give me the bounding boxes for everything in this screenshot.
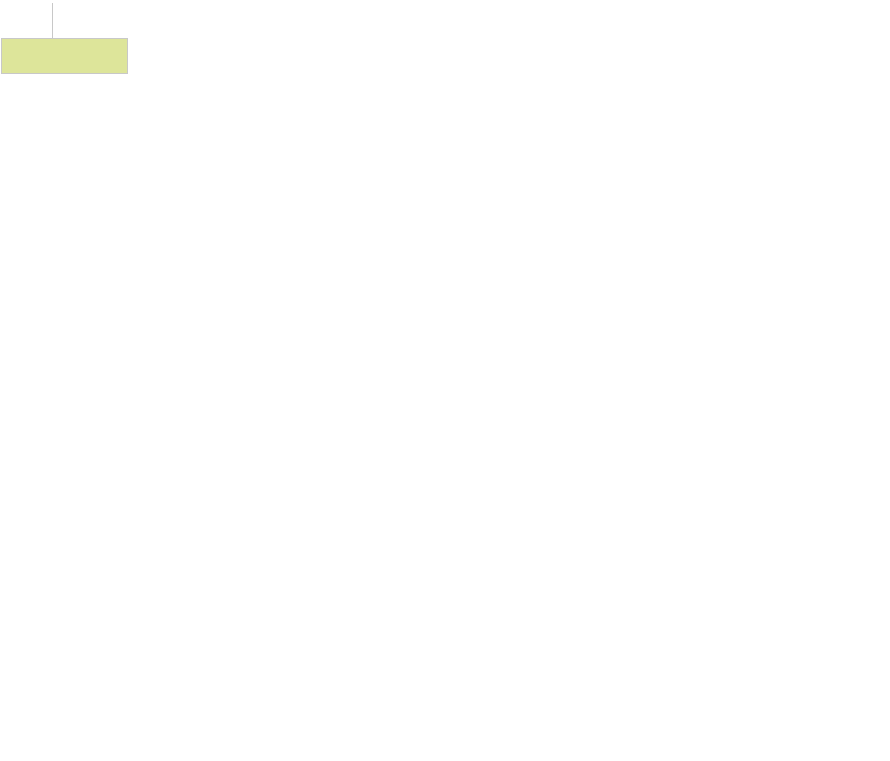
header-corner <box>2 4 53 39</box>
header-row-units <box>2 39 886 74</box>
header-row-symbols <box>2 4 886 39</box>
performance-table <box>1 3 886 74</box>
header-units-spacer <box>2 39 128 74</box>
